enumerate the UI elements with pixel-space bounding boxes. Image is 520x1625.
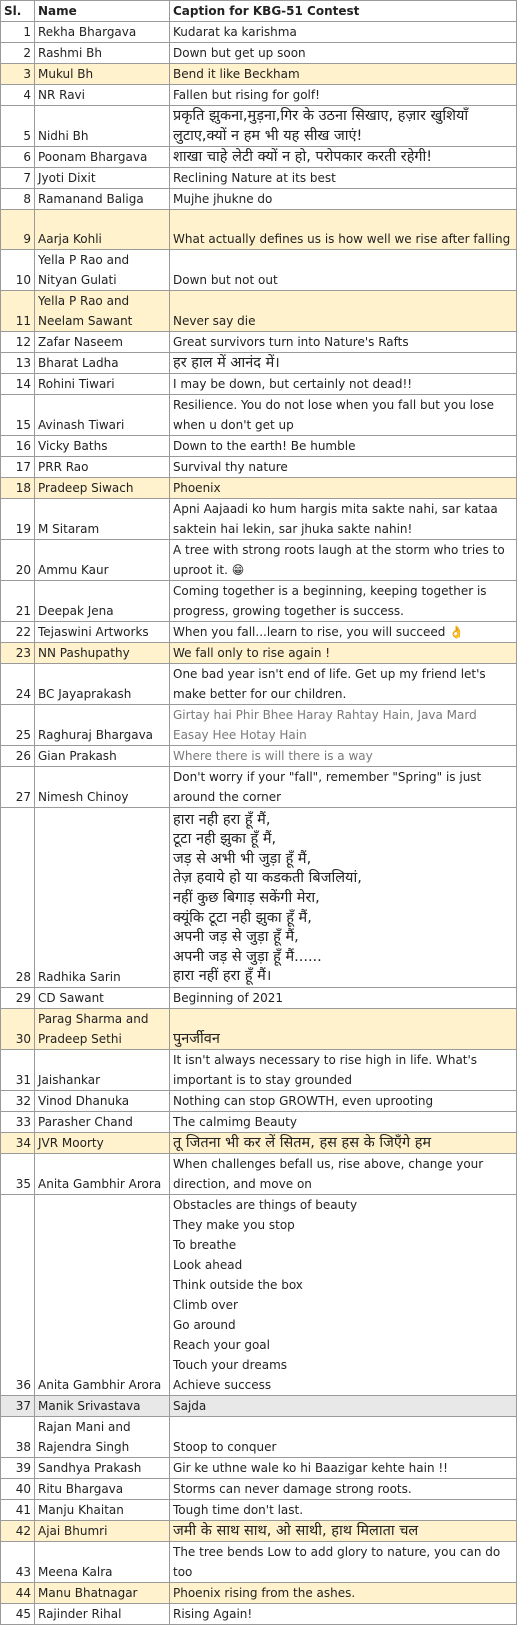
- caption-line: नहीं कुछ बिगाड़ सकेंगी मेरा,: [173, 890, 320, 907]
- participant-name: Vinod Dhanuka: [35, 1091, 170, 1112]
- participant-name: NR Ravi: [35, 85, 170, 106]
- participant-name: BC Jayaprakash: [35, 664, 170, 705]
- table-row: [1, 436, 517, 457]
- caption-line: Think outside the box: [173, 1278, 303, 1292]
- row-number: 11: [1, 291, 35, 332]
- table-row: [1, 1417, 517, 1458]
- caption-line: अपनी जड़ से जुड़ा हूँ मैं,: [173, 929, 299, 946]
- caption-cell: Where there is will there is a way: [170, 746, 517, 767]
- participant-name: NN Pashupathy: [35, 643, 170, 664]
- table-row: [1, 1542, 517, 1583]
- caption-line: हारा नहीं हरा हूँ मैं।: [173, 968, 272, 985]
- caption-cell: Tough time don't last.: [170, 1500, 517, 1521]
- table-row: [1, 291, 517, 332]
- table-row: [1, 210, 517, 250]
- participant-name: Nimesh Chinoy: [35, 767, 170, 808]
- table-row: [1, 43, 517, 64]
- table-row: [1, 147, 517, 168]
- table-row: [1, 1112, 517, 1133]
- caption-cell: Stoop to conquer: [170, 1417, 517, 1458]
- caption-cell: प्रकृति झुकना,मुड़ना,गिर के उठना सिखाए, हज़ार खुशियाँ लुटाए,क्यों न हम भी यह सीख जाएं!: [170, 106, 517, 147]
- table-row: [1, 1091, 517, 1112]
- table-body: [1, 22, 517, 1625]
- caption-cell: It isn't always necessary to rise high in life. What's important is to stay grounded: [170, 1050, 517, 1091]
- caption-line: अपनी जड़ से जुड़ा हूँ मैं......: [173, 948, 322, 965]
- caption-cell: Gir ke uthne wale ko hi Baazigar kehte hain !!: [170, 1458, 517, 1479]
- participant-name: Rekha Bhargava: [35, 22, 170, 43]
- caption-cell: Nothing can stop GROWTH, even uprooting: [170, 1091, 517, 1112]
- caption-cell: Apni Aajaadi ko hum hargis mita sakte nahi, sar kataa saktein hai lekin, sar jhuka sakte nahin!: [170, 499, 517, 540]
- participant-name: Nidhi Bh: [35, 106, 170, 147]
- participant-name: Ritu Bhargava: [35, 1479, 170, 1500]
- participant-name: Radhika Sarin: [35, 808, 170, 988]
- table-row: [1, 168, 517, 189]
- caption-cell: हर हाल में आनंद में।: [170, 353, 517, 374]
- participant-name: JVR Moorty: [35, 1133, 170, 1154]
- table-row: [1, 189, 517, 210]
- row-number: 19: [1, 499, 35, 540]
- caption-line: Achieve success: [173, 1378, 272, 1392]
- table-row: [1, 1458, 517, 1479]
- caption-cell: Kudarat ka karishma: [170, 22, 517, 43]
- participant-name: Rohini Tiwari: [35, 374, 170, 395]
- participant-name: M Sitaram: [35, 499, 170, 540]
- row-number: 2: [1, 43, 35, 64]
- caption-cell: I may be down, but certainly not dead!!: [170, 374, 517, 395]
- participant-name: Ajai Bhumri: [35, 1521, 170, 1542]
- participant-name: Parag Sharma and Pradeep Sethi: [35, 1009, 170, 1050]
- caption-line: To breathe: [173, 1238, 237, 1252]
- participant-name: Yella P Rao and Nityan Gulati: [35, 250, 170, 291]
- row-number: 8: [1, 189, 35, 210]
- row-number: 31: [1, 1050, 35, 1091]
- caption-cell: What actually defines us is how well we rise after falling: [170, 210, 517, 250]
- row-number: 20: [1, 540, 35, 581]
- row-number: 3: [1, 64, 35, 85]
- caption-cell: We fall only to rise again !: [170, 643, 517, 664]
- participant-name: Rashmi Bh: [35, 43, 170, 64]
- row-number: 36: [1, 1195, 35, 1396]
- table-row: [1, 1479, 517, 1500]
- caption-cell: Girtay hai Phir Bhee Haray Rahtay Hain, Java Mard Easay Hee Hotay Hain: [170, 705, 517, 746]
- participant-name: Manu Bhatnagar: [35, 1583, 170, 1604]
- caption-cell: Survival thy nature: [170, 457, 517, 478]
- row-number: 38: [1, 1417, 35, 1458]
- table-row: [1, 106, 517, 147]
- caption-cell: Down but not out: [170, 250, 517, 291]
- caption-cell: जमी के साथ साथ, ओ साथी, हाथ मिलाता चल: [170, 1521, 517, 1542]
- row-number: 25: [1, 705, 35, 746]
- caption-cell: A tree with strong roots laugh at the storm who tries to uproot it. 😁: [170, 540, 517, 581]
- table-row: [1, 1500, 517, 1521]
- caption-line: Obstacles are things of beauty: [173, 1198, 358, 1212]
- caption-cell: [170, 808, 517, 988]
- caption-cell: The calmimg Beauty: [170, 1112, 517, 1133]
- participant-name: Manik Srivastava: [35, 1396, 170, 1417]
- participant-name: Rajinder Rihal: [35, 1604, 170, 1625]
- row-number: 5: [1, 106, 35, 147]
- caption-cell: Beginning of 2021: [170, 988, 517, 1009]
- caption-cell: Rising Again!: [170, 1604, 517, 1625]
- table-row: [1, 1154, 517, 1195]
- caption-cell: When you fall...learn to rise, you will succeed 👌: [170, 622, 517, 643]
- participant-name: Tejaswini Artworks: [35, 622, 170, 643]
- table-row: [1, 643, 517, 664]
- row-number: 12: [1, 332, 35, 353]
- caption-cell: One bad year isn't end of life. Get up my friend let's make better for our children.: [170, 664, 517, 705]
- row-number: 17: [1, 457, 35, 478]
- table-row: [1, 478, 517, 499]
- row-number: 4: [1, 85, 35, 106]
- table-row: [1, 250, 517, 291]
- table-row: [1, 664, 517, 705]
- row-number: 26: [1, 746, 35, 767]
- table-row: [1, 808, 517, 988]
- row-number: 24: [1, 664, 35, 705]
- participant-name: Avinash Tiwari: [35, 395, 170, 436]
- caption-cell: Great survivors turn into Nature's Rafts: [170, 332, 517, 353]
- header-name: Name: [35, 1, 170, 22]
- table-row: [1, 1583, 517, 1604]
- table-row: [1, 540, 517, 581]
- caption-line: Go around: [173, 1318, 236, 1332]
- caption-cell: Resilience. You do not lose when you fall but you lose when u don't get up: [170, 395, 517, 436]
- participant-name: Yella P Rao and Neelam Sawant: [35, 291, 170, 332]
- table-row: [1, 332, 517, 353]
- row-number: 41: [1, 1500, 35, 1521]
- row-number: 29: [1, 988, 35, 1009]
- table-row: [1, 622, 517, 643]
- participant-name: Sandhya Prakash: [35, 1458, 170, 1479]
- caption-cell: Fallen but rising for golf!: [170, 85, 517, 106]
- table-row: [1, 457, 517, 478]
- row-number: 43: [1, 1542, 35, 1583]
- caption-cell: तू जितना भी कर लें सितम, हस हस के जिएँगे हम: [170, 1133, 517, 1154]
- table-row: [1, 22, 517, 43]
- caption-cell: When challenges befall us, rise above, change your direction, and move on: [170, 1154, 517, 1195]
- caption-cell: Storms can never damage strong roots.: [170, 1479, 517, 1500]
- participant-name: Gian Prakash: [35, 746, 170, 767]
- caption-cell: शाखा चाहे लेटी क्यों न हो, परोपकार करती रहेगी!: [170, 147, 517, 168]
- row-number: 33: [1, 1112, 35, 1133]
- caption-cell: Reclining Nature at its best: [170, 168, 517, 189]
- table-row: [1, 1133, 517, 1154]
- table-row: [1, 395, 517, 436]
- row-number: 13: [1, 353, 35, 374]
- caption-line: Touch your dreams: [173, 1358, 288, 1372]
- row-number: 28: [1, 808, 35, 988]
- row-number: 35: [1, 1154, 35, 1195]
- caption-cell: Phoenix: [170, 478, 517, 499]
- header-row: [1, 1, 517, 22]
- participant-name: Mukul Bh: [35, 64, 170, 85]
- table-row: [1, 1396, 517, 1417]
- table-row: [1, 581, 517, 622]
- caption-cell: Bend it like Beckham: [170, 64, 517, 85]
- row-number: 27: [1, 767, 35, 808]
- participant-name: Aarja Kohli: [35, 210, 170, 250]
- table-row: [1, 746, 517, 767]
- caption-cell: Never say die: [170, 291, 517, 332]
- caption-line: टूटा नही झुका हूँ मैं,: [173, 831, 277, 848]
- caption-line: Look ahead: [173, 1258, 243, 1272]
- caption-line: हारा नही हरा हूँ मैं,: [173, 811, 271, 828]
- participant-name: PRR Rao: [35, 457, 170, 478]
- row-number: 45: [1, 1604, 35, 1625]
- table-row: [1, 1604, 517, 1625]
- header-caption: Caption for KBG-51 Contest: [170, 1, 517, 22]
- caption-cell: Down to the earth! Be humble: [170, 436, 517, 457]
- caption-cell: Mujhe jhukne do: [170, 189, 517, 210]
- participant-name: Manju Khaitan: [35, 1500, 170, 1521]
- participant-name: CD Sawant: [35, 988, 170, 1009]
- row-number: 16: [1, 436, 35, 457]
- row-number: 1: [1, 22, 35, 43]
- row-number: 34: [1, 1133, 35, 1154]
- caption-line: They make you stop: [173, 1218, 295, 1232]
- participant-name: Vicky Baths: [35, 436, 170, 457]
- table-row: [1, 1195, 517, 1396]
- caption-cell: Down but get up soon: [170, 43, 517, 64]
- participant-name: Raghuraj Bhargava: [35, 705, 170, 746]
- table-row: [1, 1050, 517, 1091]
- caption-cell: Sajda: [170, 1396, 517, 1417]
- caption-line: तेज़ हवाये हो या कडकती बिजलियां,: [173, 870, 362, 887]
- participant-name: Meena Kalra: [35, 1542, 170, 1583]
- row-number: 18: [1, 478, 35, 499]
- table-row: [1, 64, 517, 85]
- row-number: 40: [1, 1479, 35, 1500]
- table-row: [1, 1009, 517, 1050]
- participant-name: Pradeep Siwach: [35, 478, 170, 499]
- caption-line: जड़ से अभी भी जुड़ा हूँ मैं,: [173, 850, 312, 867]
- table-row: [1, 767, 517, 808]
- participant-name: Rajan Mani and Rajendra Singh: [35, 1417, 170, 1458]
- participant-name: Deepak Jena: [35, 581, 170, 622]
- header-sl: Sl.: [1, 1, 35, 22]
- caption-line: Reach your goal: [173, 1338, 270, 1352]
- participant-name: Bharat Ladha: [35, 353, 170, 374]
- participant-name: Parasher Chand: [35, 1112, 170, 1133]
- table-row: [1, 499, 517, 540]
- row-number: 30: [1, 1009, 35, 1050]
- caption-cell: The tree bends Low to add glory to nature, you can do too: [170, 1542, 517, 1583]
- participant-name: Poonam Bhargava: [35, 147, 170, 168]
- table-row: [1, 353, 517, 374]
- row-number: 23: [1, 643, 35, 664]
- row-number: 14: [1, 374, 35, 395]
- caption-cell: Phoenix rising from the ashes.: [170, 1583, 517, 1604]
- row-number: 15: [1, 395, 35, 436]
- caption-cell: Don't worry if your "fall", remember "Spring" is just around the corner: [170, 767, 517, 808]
- caption-cell: [170, 1195, 517, 1396]
- row-number: 39: [1, 1458, 35, 1479]
- participant-name: Ammu Kaur: [35, 540, 170, 581]
- row-number: 10: [1, 250, 35, 291]
- table-row: [1, 988, 517, 1009]
- caption-line: Climb over: [173, 1298, 238, 1312]
- participant-name: Jaishankar: [35, 1050, 170, 1091]
- participant-name: Anita Gambhir Arora: [35, 1195, 170, 1396]
- table-row: [1, 705, 517, 746]
- table-row: [1, 85, 517, 106]
- caption-cell: Coming together is a beginning, keeping together is progress, growing together is success.: [170, 581, 517, 622]
- row-number: 32: [1, 1091, 35, 1112]
- caption-line: क्यूंकि टूटा नही झुका हूँ मैं,: [173, 909, 312, 926]
- row-number: 22: [1, 622, 35, 643]
- table-row: [1, 1521, 517, 1542]
- participant-name: Jyoti Dixit: [35, 168, 170, 189]
- row-number: 42: [1, 1521, 35, 1542]
- row-number: 7: [1, 168, 35, 189]
- row-number: 6: [1, 147, 35, 168]
- row-number: 21: [1, 581, 35, 622]
- row-number: 37: [1, 1396, 35, 1417]
- participant-name: Anita Gambhir Arora: [35, 1154, 170, 1195]
- table-row: [1, 374, 517, 395]
- participant-name: Ramanand Baliga: [35, 189, 170, 210]
- participant-name: Zafar Naseem: [35, 332, 170, 353]
- row-number: 44: [1, 1583, 35, 1604]
- caption-cell: पुनर्जीवन: [170, 1009, 517, 1050]
- row-number: 9: [1, 210, 35, 250]
